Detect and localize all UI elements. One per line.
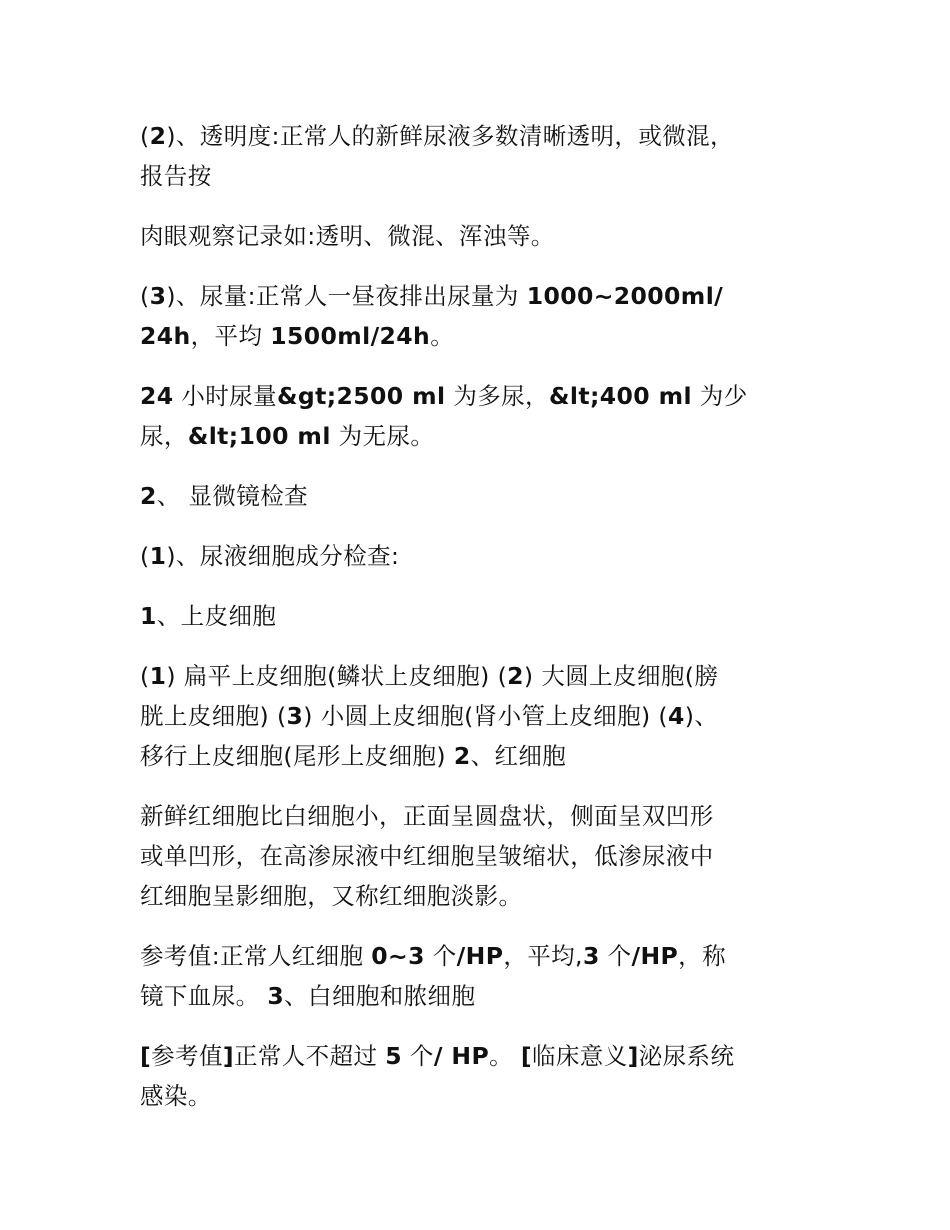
text-run: 报告按 [140, 162, 212, 190]
bold-text-run: [ [140, 1042, 152, 1070]
text-line [140, 216, 830, 256]
text-run: ( [140, 282, 150, 310]
text-run: )、透明度:正常人的新鲜尿液多数清晰透明，或微混， [166, 122, 734, 150]
text-run: 镜下血尿。 [140, 982, 268, 1010]
bold-text-run: /HP [456, 942, 504, 970]
bold-text-run: 1 [140, 602, 157, 630]
text-run: 为少 [691, 382, 748, 410]
text-run: 小时尿量 [173, 382, 277, 410]
text-run: 尿， [140, 422, 188, 450]
bold-text-run: 3 [582, 942, 600, 970]
text-line [140, 836, 830, 876]
text-run: 参考值 [151, 1042, 223, 1070]
paragraph [140, 116, 830, 196]
paragraph [140, 796, 830, 916]
text-line [140, 1076, 830, 1116]
text-run: ) 大圆上皮细胞(膀 [523, 662, 719, 690]
text-run: ( [140, 122, 150, 150]
text-line [140, 416, 830, 456]
text-run: 、红细胞 [470, 742, 567, 770]
bold-text-run: 3 [286, 702, 304, 730]
bold-text-run: / HP [433, 1042, 490, 1070]
text-run: ) 小圆上皮细胞(肾小管上皮细胞) ( [303, 702, 668, 730]
text-line [140, 796, 830, 836]
text-run: 个 [424, 942, 457, 970]
text-run: 临床意义 [532, 1042, 628, 1070]
text-line [140, 1036, 830, 1076]
bold-text-run: 3 [267, 982, 285, 1010]
text-line [140, 936, 830, 976]
text-run: ，平均 [190, 322, 271, 350]
bold-text-run: [ [520, 1042, 532, 1070]
text-line [140, 596, 830, 636]
paragraph [140, 536, 830, 576]
text-run: ，称 [678, 942, 726, 970]
text-line [140, 116, 830, 156]
bold-text-run: 3 [149, 282, 167, 310]
text-run: ( [140, 662, 150, 690]
bold-text-run: 2 [507, 662, 524, 690]
text-line [140, 696, 830, 736]
text-run: 泌尿系统 [638, 1042, 735, 1070]
text-line [140, 976, 830, 1016]
paragraph [140, 476, 830, 516]
text-run: 肉眼观察记录如:透明、微混、浑浊等。 [140, 222, 555, 250]
text-run: 或单凹形，在高渗尿液中红细胞呈皱缩状，低渗尿液中 [140, 842, 714, 870]
bold-text-run: 1500ml/24h [270, 322, 431, 350]
text-line [140, 476, 830, 516]
bold-text-run: 0~3 [371, 942, 425, 970]
text-run: 为无尿。 [330, 422, 435, 450]
text-run: 个 [599, 942, 632, 970]
bold-text-run: 24 [140, 382, 174, 410]
text-run: 参考值:正常人红细胞 [140, 942, 372, 970]
text-line [140, 316, 830, 356]
text-line [140, 376, 830, 416]
bold-text-run: 4 [668, 702, 685, 730]
text-run: 。 [430, 322, 455, 350]
paragraph [140, 1036, 830, 1116]
text-run: 移行上皮细胞(尾形上皮细胞) [140, 742, 454, 770]
text-run: )、尿液细胞成分检查: [166, 542, 400, 570]
text-run: ) 扁平上皮细胞(鳞状上皮细胞) ( [166, 662, 508, 690]
text-run: 为多尿， [445, 382, 549, 410]
text-run: 正常人不超过 [233, 1042, 386, 1070]
text-line [140, 736, 830, 776]
bold-text-run: 5 [385, 1042, 403, 1070]
text-line [140, 156, 830, 196]
text-run: 。 [489, 1042, 521, 1070]
bold-text-run: ] [222, 1042, 234, 1070]
text-run: 红细胞呈影细胞，又称红细胞淡影。 [140, 882, 523, 910]
bold-text-run: &lt;100 ml [187, 422, 331, 450]
bold-text-run: /HP [631, 942, 679, 970]
paragraph [140, 656, 830, 776]
bold-text-run: ] [627, 1042, 639, 1070]
bold-text-run: 2 [453, 742, 471, 770]
text-run: ( [140, 542, 150, 570]
document-page [140, 116, 830, 1136]
paragraph [140, 376, 830, 456]
bold-text-run: 1 [149, 542, 167, 570]
text-run: 、白细胞和脓细胞 [284, 982, 476, 1010]
bold-text-run: &lt;400 ml [548, 382, 692, 410]
text-line [140, 656, 830, 696]
text-run: ，平均, [503, 942, 583, 970]
text-run: )、尿量:正常人一昼夜排出尿量为 [166, 282, 527, 310]
text-run: 新鲜红细胞比白细胞小，正面呈圆盘状，侧面呈双凹形 [140, 802, 714, 830]
paragraph [140, 216, 830, 256]
text-run: 胱上皮细胞) ( [140, 702, 287, 730]
bold-text-run: 2 [140, 482, 157, 510]
bold-text-run: 24h [140, 322, 191, 350]
text-run: 、 显微镜检查 [156, 482, 309, 510]
bold-text-run: &gt;2500 ml [277, 382, 446, 410]
text-line [140, 876, 830, 916]
paragraph [140, 276, 830, 356]
text-run: 感染。 [140, 1082, 212, 1110]
bold-text-run: 2 [149, 122, 167, 150]
text-line [140, 276, 830, 316]
text-line [140, 536, 830, 576]
paragraph [140, 936, 830, 1016]
text-run: )、 [684, 702, 719, 730]
bold-text-run: 1 [149, 662, 167, 690]
bold-text-run: 1000~2000ml/ [526, 282, 724, 310]
paragraph [140, 596, 830, 636]
text-run: 、上皮细胞 [156, 602, 277, 630]
text-run: 个 [402, 1042, 434, 1070]
